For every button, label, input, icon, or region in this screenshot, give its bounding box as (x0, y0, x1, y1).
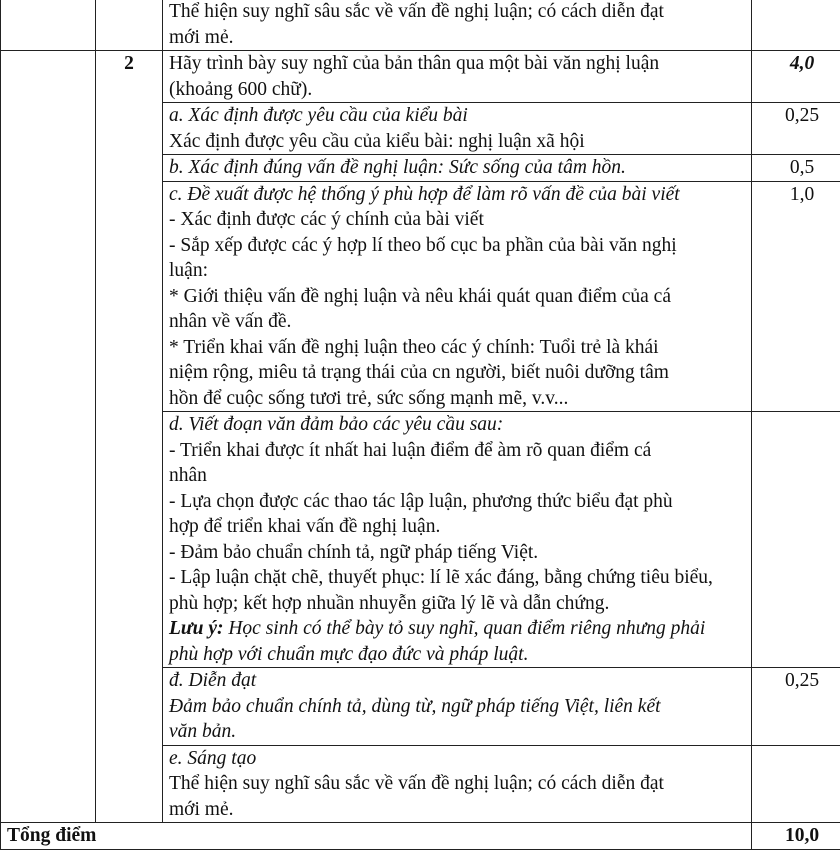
criteria-line: Đảm bảo chuẩn chính tả, dùng từ, ngữ pháp tiếng Việt, liên kết (169, 695, 661, 717)
criteria-title: e. Sáng tạo (169, 747, 257, 769)
criteria-line: nhân về vấn đề. (169, 311, 292, 332)
criteria-line: * Triển khai vấn đề nghị luận theo các ý chính: Tuổi trẻ là khái (169, 336, 659, 358)
criteria-line: * Giới thiệu vấn đề nghị luận và nêu khái quát quan điểm của cá (169, 285, 671, 307)
criteria-line: mới mẻ. (169, 798, 234, 820)
criteria-line: - Lập luận chặt chẽ, thuyết phục: lí lẽ xác đáng, bằng chứng tiêu biểu, (169, 567, 713, 588)
criteria-title: d. Viết đoạn văn đảm bảo các yêu cầu sau: (169, 414, 504, 435)
criteria-line: Xác định được yêu cầu của kiểu bài: nghị luận xã hội (169, 130, 585, 152)
question-number: 2 (96, 51, 163, 823)
criteria-line: - Lựa chọn được các thao tác lập luận, phương thức biểu đạt phù (169, 490, 673, 512)
note-line (169, 616, 745, 642)
note-label: Lưu ý: (169, 618, 224, 639)
criteria-line: mới mẻ. (169, 26, 234, 48)
criteria-c (163, 181, 752, 412)
note-text: Học sinh có thể bày tỏ suy nghĩ, quan điểm riêng nhưng phải (223, 618, 706, 639)
criteria-line: hồn để cuộc sống tươi trẻ, sức sống mạnh mẽ, v.v... (169, 387, 569, 409)
criteria-title: a. Xác định được yêu cầu của kiểu bài (169, 105, 468, 126)
criteria-line: phù hợp; kết hợp nhuần nhuyễn giữa lý lẽ và dẫn chứng. (169, 592, 610, 614)
table-row (1, 0, 840, 51)
criteria-line: - Xác định được các ý chính của bài viết (169, 209, 484, 230)
total-row (1, 823, 840, 850)
criteria-line: luận: (169, 260, 208, 281)
criteria-line: nhân (169, 465, 207, 486)
criteria-a (163, 103, 752, 155)
criteria-line: - Đảm bảo chuẩn chính tả, ngữ pháp tiếng Việt. (169, 541, 539, 563)
score-cell (752, 0, 840, 51)
prompt-line: (khoảng 600 chữ). (169, 78, 313, 100)
criteria-e (163, 745, 752, 823)
criteria-dd (163, 668, 752, 746)
criteria-title: đ. Diễn đạt (169, 670, 257, 691)
criteria-d (163, 412, 752, 668)
criteria-line: văn bản. (169, 721, 237, 742)
criteria-line: Thể hiện suy nghĩ sâu sắc về vấn đề nghị luận; có cách diễn đạt (169, 773, 664, 794)
criteria-line: niệm rộng, miêu tả trạng thái của cn người, biết nuôi dưỡng tâm (169, 362, 669, 383)
criteria-title: c. Đề xuất được hệ thống ý phù hợp để làm rõ vấn đề của bài viết (169, 183, 680, 205)
criteria-title: b. Xác định đúng vấn đề nghị luận: Sức sống của tâm hồn. (169, 157, 626, 178)
note-line: phù hợp với chuẩn mực đạo đức và pháp luật. (169, 643, 529, 665)
question-number-cell (96, 0, 163, 51)
criteria-b (163, 155, 752, 182)
criteria-line: Thể hiện suy nghĩ sâu sắc về vấn đề nghị luận; có cách diễn đạt (169, 1, 664, 22)
score-b: 0,5 (752, 155, 840, 182)
total-score: 10,0 (752, 823, 840, 850)
score-dd: 0,25 (752, 668, 840, 746)
question-score: 4,0 (752, 51, 840, 103)
criteria-cell (163, 0, 752, 51)
total-label: Tổng điểm (1, 823, 752, 850)
score-a: 0,25 (752, 103, 840, 155)
score-e (752, 745, 840, 823)
prompt-line: Hãy trình bày suy nghĩ của bản thân qua một bài văn nghị luận (169, 53, 660, 74)
score-c: 1,0 (752, 181, 840, 412)
criteria-line: hợp để triển khai vấn đề nghị luận. (169, 516, 441, 537)
section-cell (1, 0, 96, 51)
criteria-line: - Sắp xếp được các ý hợp lí theo bố cục ba phần của bài văn nghị (169, 234, 677, 256)
score-d (752, 412, 840, 668)
table-row (1, 51, 840, 103)
question-prompt (163, 51, 752, 103)
criteria-line: - Triển khai được ít nhất hai luận điểm để àm rõ quan điểm cá (169, 439, 652, 461)
section-cell (1, 51, 96, 823)
